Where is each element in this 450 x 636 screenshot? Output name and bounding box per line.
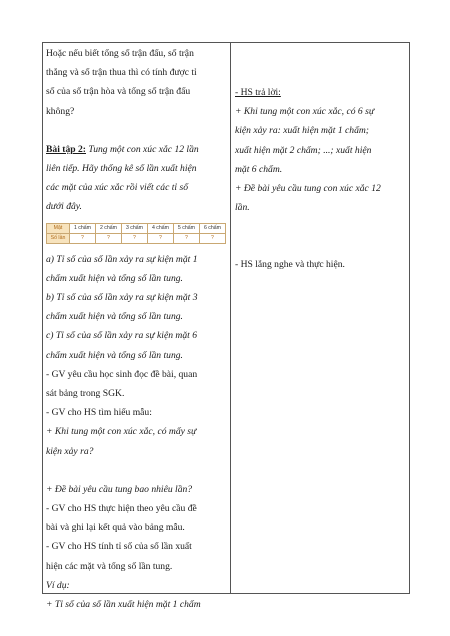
table-cell: ? (199, 233, 225, 243)
answer-line: lần. (235, 202, 250, 214)
example-label: Ví dụ: (46, 579, 70, 591)
exercise-line: các mặt của xúc xắc rồi viết các tỉ số (46, 182, 188, 194)
column-divider (230, 43, 231, 593)
table-header-row (47, 223, 226, 233)
gv-line: - GV cho HS tính tỉ số của số lần xuất (46, 541, 192, 553)
example-line: + Tỉ số của số lần xuất hiện mặt 1 chấm (46, 599, 201, 611)
part-line: c) Tỉ số của số lần xảy ra sự kiện mặt 6 (46, 330, 197, 342)
teacher-activity-column (46, 44, 226, 614)
table-cell: 4 chấm (147, 223, 173, 233)
part-line: a) Tỉ số của số lần xảy ra sự kiện mặt 1 (46, 253, 198, 265)
part-line: chấm xuất hiện và tổng số lần tung. (46, 349, 183, 361)
intro-line: số của số trận hòa và tổng số trận đấu (46, 86, 191, 98)
table-cell: ? (70, 233, 96, 243)
question-line: kiện xảy ra? (46, 445, 94, 457)
exercise-title: Bài tập 2: (46, 143, 86, 155)
exercise-line: liên tiếp. Hãy thống kê số lần xuất hiện (46, 163, 197, 175)
intro-line: không? (46, 105, 75, 117)
question-line: + Khi tung một con xúc xắc, có mấy sự (46, 426, 197, 438)
answer-line: xuất hiện mặt 2 chấm; ...; xuất hiện (235, 144, 372, 156)
part-line: chấm xuất hiện và tổng số lần tung. (46, 311, 183, 323)
gv-line: bài và ghi lại kết quả vào bảng mẫu. (46, 522, 185, 534)
dice-frequency-table (46, 223, 226, 244)
part-line: b) Tỉ số của số lần xảy ra sự kiện mặt 3 (46, 292, 198, 304)
listen-line: - HS lắng nghe và thực hiện. (235, 259, 345, 271)
student-activity-column (235, 83, 407, 275)
gv-line: sát bảng trong SGK. (46, 388, 125, 400)
table-cell: ? (173, 233, 199, 243)
question-line: + Đề bài yêu cầu tung bao nhiêu lần? (46, 483, 193, 495)
gv-line: - GV cho HS thực hiện theo yêu cầu đề (46, 503, 197, 515)
answer-title: - HS trả lời: (235, 87, 281, 98)
table-cell: ? (147, 233, 173, 243)
intro-line: thắng và số trận thua thì có tính được tỉ (46, 67, 197, 79)
table-cell: ? (121, 233, 147, 243)
exercise-first-line: Tung một con xúc xắc 12 lần (85, 143, 199, 155)
answer-line: + Khi tung một con xúc xắc, có 6 sự (235, 106, 375, 118)
table-cell: 5 chấm (173, 223, 199, 233)
table-row (47, 233, 226, 243)
exercise-heading (46, 140, 226, 159)
table-cell: Mặt (47, 223, 70, 233)
gv-line: hiện các mặt và tổng số lần tung. (46, 560, 173, 572)
table-cell: 6 chấm (199, 223, 225, 233)
answer-line: kiện xảy ra: xuất hiện mặt 1 chấm; (235, 125, 370, 137)
lesson-table (42, 42, 410, 611)
table-cell: 1 chấm (70, 223, 96, 233)
table-cell: Số lần (47, 233, 70, 243)
answer-line: + Đề bài yêu cầu tung con xúc xắc 12 (235, 183, 381, 195)
gv-line: - GV yêu cầu học sinh đọc đề bài, quan (46, 368, 198, 380)
table-cell: 2 chấm (95, 223, 121, 233)
exercise-line: dưới đây. (46, 201, 82, 213)
part-line: chấm xuất hiện và tổng số lần tung. (46, 272, 183, 284)
intro-line: Hoặc nếu biết tổng số trận đấu, số trận (46, 48, 194, 59)
gv-line: - GV cho HS tìm hiểu mẫu: (46, 407, 152, 419)
table-cell: 3 chấm (121, 223, 147, 233)
table-cell: ? (95, 233, 121, 243)
answer-line: mặt 6 chấm. (235, 163, 283, 175)
